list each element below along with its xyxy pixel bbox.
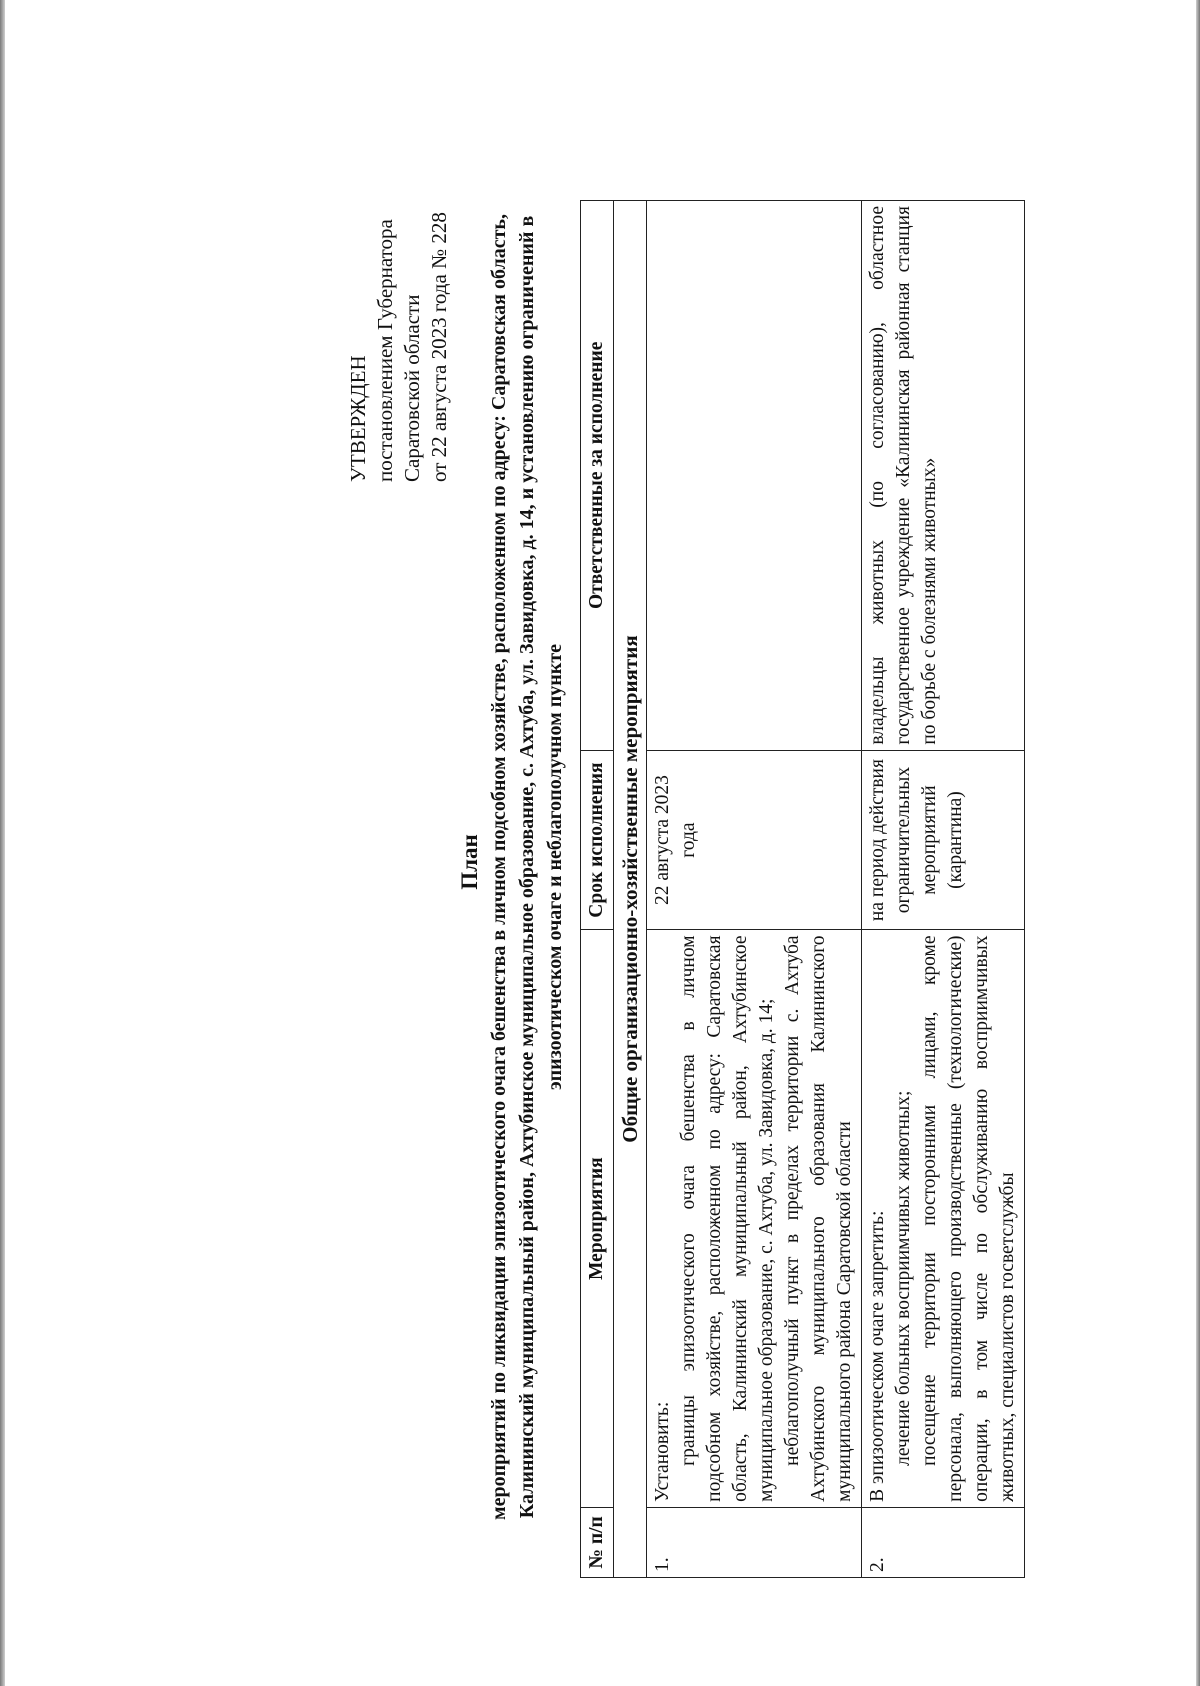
row-measures bbox=[647, 930, 862, 1507]
row-deadline: 22 августа 2023 года bbox=[647, 750, 862, 930]
measure-intro: Установить: bbox=[652, 1401, 673, 1502]
measure-paragraph: посещение территории посторонними лицами, кроме персонала, выполняющего производственные (технологические) операции, в том числе по обслуживанию восприимчивых животных, специалистов госветслужбы bbox=[919, 935, 1018, 1502]
scan-edge-right bbox=[1196, 0, 1200, 1686]
measure-paragraph: лечение больных восприимчивых животных; bbox=[893, 1090, 914, 1466]
row-number: 1. bbox=[647, 1507, 862, 1577]
approval-line-2: постановлением Губернатора bbox=[373, 219, 397, 482]
document-subtitle: мероприятий по ликвидации эпизоотического очага бешенства в личном подсобном хозяйстве, расположенном по адресу: Саратовская область, Калининский муниципальный район, Ахтубинское муниципальное образование, с. Ахтуба, ул. Завидовка, д. 14, и установлению ограничений в эпизоотическом очаге и неблагополучном пункте bbox=[488, 214, 566, 1520]
row-number: 2. bbox=[862, 1507, 1025, 1577]
section-title: Общие организационно-хозяйственные мероприятия bbox=[614, 201, 647, 1578]
header-measures: Мероприятия bbox=[581, 930, 614, 1507]
approval-line-4: от 22 августа 2023 года № 228 bbox=[427, 212, 451, 482]
header-number: № п/п bbox=[581, 1507, 614, 1577]
measures-table bbox=[580, 200, 1025, 1578]
rotated-page bbox=[345, 112, 1090, 1612]
row-measures bbox=[862, 930, 1025, 1507]
measure-intro: В эпизоотическом очаге запретить: bbox=[867, 1210, 888, 1502]
measure-paragraph: границы эпизоотического очага бешенства в личном подсобном хозяйстве, расположенном по адресу: Саратовская область, Калининский муниципальный район, Ахтубинское муниципальное образование, с. Ахтуба, ул. Завидовка, д. 14; bbox=[678, 935, 777, 1502]
measure-paragraph: неблагополучный пункт в пределах территории с. Ахтуба Ахтубинского муниципального образования Калининского муниципального района Саратовской области bbox=[782, 935, 855, 1502]
approval-line-1: УТВЕРЖДЕН bbox=[346, 355, 370, 482]
header-deadline: Срок исполнения bbox=[581, 750, 614, 930]
table-header-row bbox=[581, 201, 614, 1578]
table-row bbox=[862, 201, 1025, 1578]
scan-edge-left bbox=[0, 0, 5, 1686]
section-row bbox=[614, 201, 647, 1578]
row-deadline: на период действия ограничительных мероприятий (карантина) bbox=[862, 750, 1025, 930]
row-responsible bbox=[647, 201, 862, 751]
approval-line-3: Саратовской области bbox=[400, 294, 424, 482]
row-responsible: владельцы животных (по согласованию), областное государственное учреждение «Калининская районная станция по борьбе с болезнями животных» bbox=[862, 201, 1025, 751]
header-responsible: Ответственные за исполнение bbox=[581, 201, 614, 751]
table-row bbox=[647, 201, 862, 1578]
approval-stamp-block bbox=[345, 112, 453, 482]
document-title: План bbox=[457, 834, 482, 890]
